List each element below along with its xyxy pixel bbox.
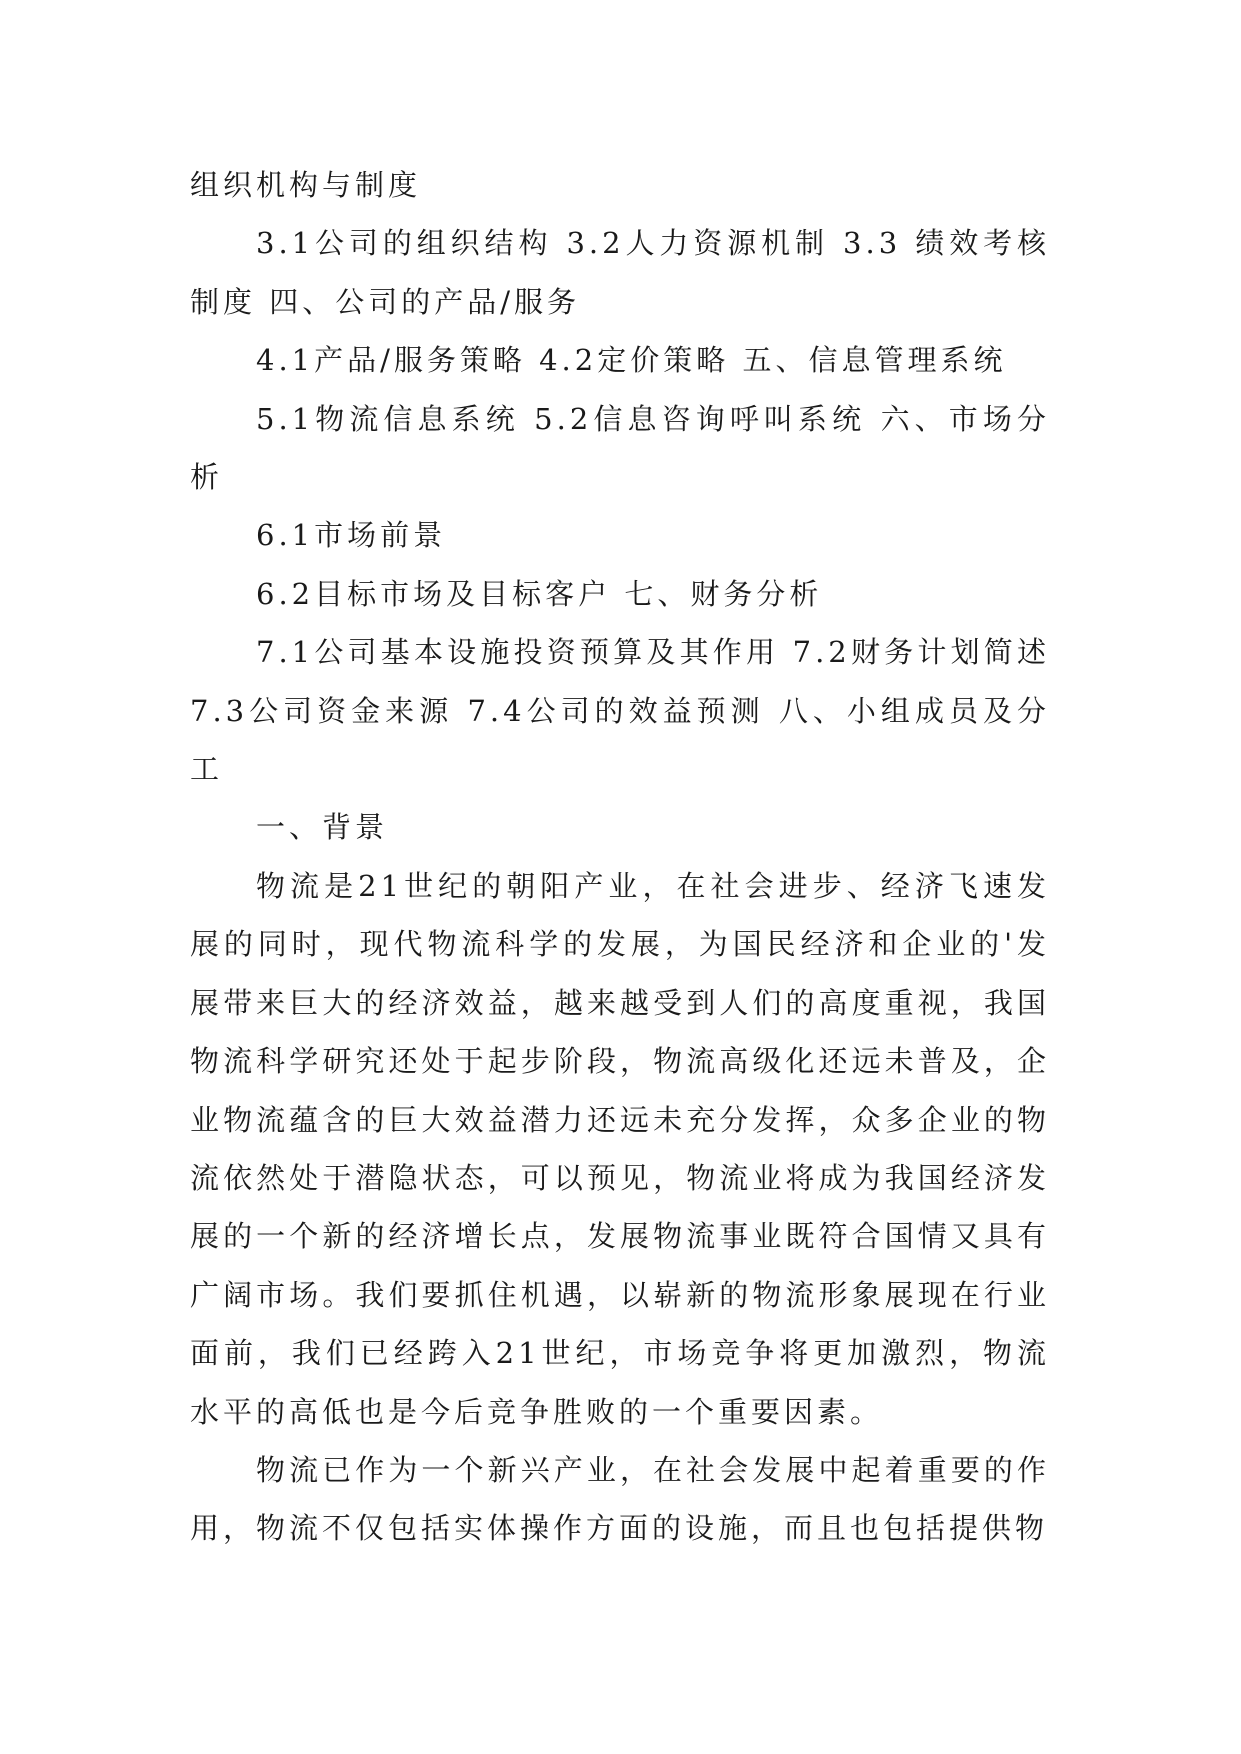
heading-background: 一、背景 — [256, 810, 389, 845]
paragraph-background-1: 物流是21世纪的朝阳产业，在社会进步、经济飞速发展的同时，现代物流科学的发展，为国民经济和企业的'发展带来巨大的经济效益，越来越受到人们的高度重视，我国物流科学研究还处于起步阶段，物流高级化还远未普及，企业物流蕴含的巨大效益潜力还远未充分发挥，众多企业的物流依然处于潜隐状态，可以预见，物流业将成为我国经济发展的一个新的经济增长点，发展物流事业既符合国情又具有广阔市场。我们要抓住机遇，以崭新的物流形象展现在行业面前，我们已经跨入21世纪，市场竞争将更加激烈，物流水平的高低也是今后竞争胜败的一个重要因素。 — [190, 868, 1050, 1429]
paragraph-section-title: 组织机构与制度 — [190, 168, 422, 202]
paragraph-toc-5: 5.1物流信息系统 5.2信息咨询呼叫系统 六、市场分析 — [190, 401, 1050, 495]
paragraph-background-2: 物流已作为一个新兴产业，在社会发展中起着重要的作用，物流不仅包括实体操作方面的设施，而且也包括提供物 — [190, 1452, 1050, 1546]
paragraph-toc-6-1: 6.1市场前景 — [256, 518, 447, 553]
paragraph-toc-4: 4.1产品/服务策略 4.2定价策略 五、信息管理系统 — [256, 343, 1007, 378]
paragraph-toc-3: 3.1公司的组织结构 3.2人力资源机制 3.3 绩效考核制度 四、公司的产品/服务 — [190, 226, 1050, 319]
paragraph-toc-6-2: 6.2目标市场及目标客户 七、财务分析 — [256, 576, 823, 611]
document-body — [190, 156, 1050, 1558]
paragraph-toc-7: 7.1公司基本设施投资预算及其作用 7.2财务计划简述 7.3公司资金来源 7.4公司的效益预测 八、小组成员及分工 — [190, 635, 1050, 787]
